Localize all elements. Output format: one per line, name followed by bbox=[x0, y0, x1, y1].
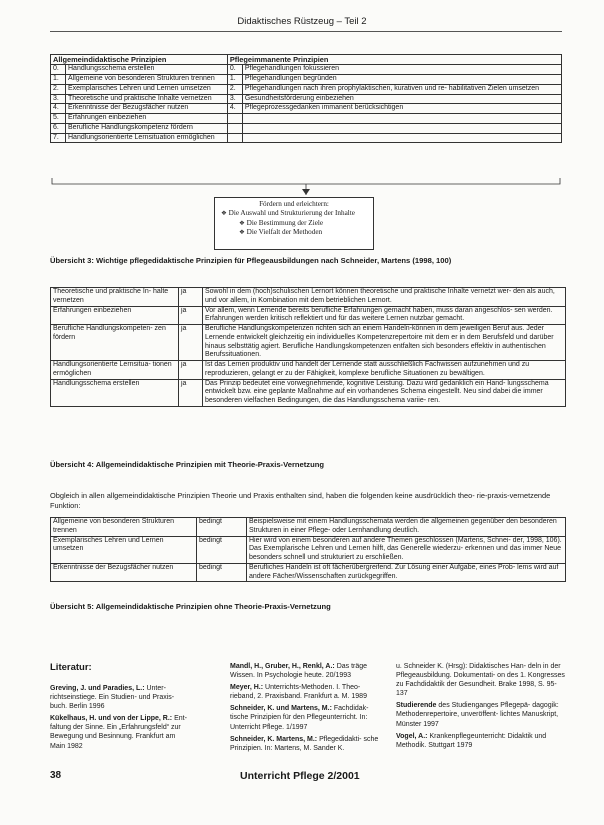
principle-name: Exemplarisches Lehren und Lernen umsetzen bbox=[51, 536, 197, 563]
care-principle: Pflegehandlungen fokussieren bbox=[242, 65, 561, 75]
reference-author: Meyer, H.: bbox=[230, 684, 264, 692]
principle-name: Allgemeine von besonderen Strukturen trennen bbox=[51, 518, 197, 537]
reference-author: Vogel, A.: bbox=[396, 732, 428, 740]
row-number: 3. bbox=[51, 94, 66, 104]
caption-5: Übersicht 5: Allgemeindidaktische Prinzipien ohne Theorie-Praxis-Vernetzung bbox=[50, 602, 331, 611]
reference-entry bbox=[396, 732, 566, 750]
table-row bbox=[51, 536, 566, 563]
reference-entry bbox=[230, 704, 380, 731]
general-principle: Handlungsschema erstellen bbox=[66, 65, 228, 75]
table-row bbox=[51, 306, 566, 325]
reference-text: Krankenpflegeunterricht: Didaktik und Methodik. Stuttgart 1979 bbox=[396, 732, 547, 749]
reference-text: Unterrichts-Methoden. I. Theo- rieband, 2. Praxisband. Frankfurt a. M. 1989 bbox=[230, 684, 367, 701]
principle-name: Handlungsschema erstellen bbox=[51, 379, 179, 406]
diamond-bullet-icon: ❖ bbox=[221, 210, 227, 218]
principle-name: Erkenntnisse der Bezugsfächer nutzen bbox=[51, 563, 197, 582]
row-number: 2. bbox=[227, 84, 242, 94]
table1-head-right: Pflegeimmanente Prinzipien bbox=[227, 55, 561, 65]
table-row bbox=[51, 84, 562, 94]
journal-issue: Unterricht Pflege 2/2001 bbox=[240, 770, 360, 782]
reference-text: des Studienganges Pflegepä- dagogik: Methodenrepertoire, unveröffent- lichtes Manuskript, Münster 1997 bbox=[396, 702, 559, 728]
summary-box bbox=[214, 197, 374, 250]
general-principle: Erkenntnisse der Bezugsfächer nutzen bbox=[66, 104, 228, 114]
row-number: 6. bbox=[51, 123, 66, 133]
general-principle: Allgemeine von besonderen Strukturen trennen bbox=[66, 75, 228, 85]
table-row bbox=[51, 104, 562, 114]
box-item: Die Bestimmung der Ziele bbox=[246, 218, 324, 227]
connector-arrow bbox=[50, 176, 562, 198]
row-number: 1. bbox=[227, 75, 242, 85]
general-principle: Exemplarisches Lehren und Lernen umsetzen bbox=[66, 84, 228, 94]
box-title: Fördern und erleichtern: bbox=[259, 200, 329, 208]
literature-heading: Literatur: bbox=[50, 662, 92, 673]
table-row bbox=[51, 518, 566, 537]
care-principle bbox=[242, 123, 561, 133]
table-row bbox=[51, 325, 566, 361]
row-number: 0. bbox=[227, 65, 242, 75]
principle-name: Berufliche Handlungskompeten- zen fördern bbox=[51, 325, 179, 361]
reference-entry bbox=[396, 701, 566, 728]
table-row bbox=[51, 94, 562, 104]
care-principle: Pflegehandlungen nach ihren prophylaktischen, kurativen und re- habilitativen Zielen umsetzen bbox=[242, 84, 561, 94]
table-row bbox=[51, 563, 566, 582]
reference-author: Greving, J. und Paradies, L.: bbox=[50, 685, 145, 692]
box-item: Die Auswahl und Strukturierung der Inhalte bbox=[228, 209, 355, 218]
row-number: 2. bbox=[51, 84, 66, 94]
principle-description: Das Prinzip bedeutet eine vorwegnehmende, kognitive Leistung. Dazu wird gedanklich ein Hand- lungsschema entwickelt bzw. eine geplante Maßnahme auf ein vorhandenes Schema eingestellt. Neu sind dabei die immer besonderen vielfachen Bedingungen, die das Handlungsschema variie- ren. bbox=[203, 379, 566, 406]
table4-body bbox=[51, 288, 566, 407]
principle-flag: ja bbox=[179, 288, 203, 307]
row-number: 7. bbox=[51, 133, 66, 143]
running-title: Didaktisches Rüstzeug – Teil 2 bbox=[237, 16, 367, 27]
reference-text: Fachdidak- tische Prinzipien für den Pflegeunterricht. In: Unterricht Pflege. 1/1997 bbox=[230, 705, 369, 731]
table-row bbox=[51, 379, 566, 406]
body-paragraph: Obgleich in allen allgemeindidaktische Prinzipien Theorie und Praxis enthalten sind, haben die folgenden keine ausdrücklich theo- rie-praxis-vernetzende Funktion: bbox=[50, 491, 551, 510]
reference-text: u. Schneider K. (Hrsg): Didaktisches Han- deln in der Pflegeausbildung. Dokumentati- on des 1. Kongresses zu Fachdidaktik der Gesundheit. Brake 1998, S. 95-137 bbox=[396, 663, 565, 698]
general-principle: Handlungsorientierte Lernsituation ermöglichen bbox=[66, 133, 228, 143]
reference-entry bbox=[50, 714, 190, 750]
table-row bbox=[51, 288, 566, 307]
principle-description: Berufliches Handeln ist oft fächerübergreifend. Zur Lösung einer Aufgabe, eines Prob- lems wird auf andere Fächer/Wissenschaften zurückgegriffen. bbox=[247, 563, 566, 582]
reference-author: Mandl, H., Gruber, H., Renkl, A.: bbox=[230, 663, 335, 670]
no-vernetzung-table bbox=[50, 517, 566, 582]
row-number: 5. bbox=[51, 114, 66, 124]
row-number: 4. bbox=[51, 104, 66, 114]
table1-body bbox=[51, 65, 562, 143]
principle-name: Handlungsorientierte Lernsitua- tionen ermöglichen bbox=[51, 361, 179, 380]
reference-entry bbox=[230, 662, 380, 680]
literature-column-2 bbox=[230, 662, 380, 756]
principle-description: Vor allem, wenn Lernende bereits berufliche Erfahrungen gemacht haben, muss daran angeschlos- sen werden. Erfahrungen werden kritisch reflektiert und für das weitere Lernen nutzbar gemacht. bbox=[203, 306, 566, 325]
reference-author: Schneider, K. Martens, M.: bbox=[230, 735, 318, 743]
reference-author: Schneider, K. und Martens, M.: bbox=[230, 705, 332, 713]
principle-flag: bedingt bbox=[197, 536, 247, 563]
diamond-bullet-icon: ❖ bbox=[239, 219, 245, 227]
table1-head-left: Allgemeindidaktische Prinzipien bbox=[51, 55, 228, 65]
theory-practice-table bbox=[50, 287, 566, 407]
principle-description: Sowohl in dem (hoch)schulischen Lernort können theoretische und praktische Inhalte vernetzt wer- den als auch, und vor allem, in Kombination mit dem betrieblichen Lernort. bbox=[203, 288, 566, 307]
caption-4: Übersicht 4: Allgemeindidaktische Prinzipien mit Theorie-Praxis-Vernetzung bbox=[50, 460, 325, 469]
table-row bbox=[51, 75, 562, 85]
diamond-bullet-icon: ❖ bbox=[239, 229, 245, 237]
reference-entry bbox=[230, 735, 380, 753]
row-number: 3. bbox=[227, 94, 242, 104]
reference-entry bbox=[396, 662, 566, 698]
literature-column-1 bbox=[50, 684, 190, 754]
reference-text: Pflegedidakti- sche Prinzipien. In: Martens, M. Sander K. bbox=[230, 735, 379, 752]
row-number bbox=[227, 114, 242, 124]
principle-description: Berufliche Handlungskompetenzen richten sich an einem Handeln-können in dem jeweiligen Beruf aus. Jeder Lernende entwickelt gleichzeitig ein individuelles Kompetenzrepertoire mit dem er in dem Berufsfeld und darüber hinaus selbsttätig agiert. Berufliche Handlungskompetenzen entfalten sich besonders effektiv in authentischen Berufssituationen. bbox=[203, 325, 566, 361]
reference-text: Unter- richtseinstiege. Ein Studien- und Praxis- buch. Berlin 1996 bbox=[50, 685, 175, 711]
box-item: Die Vielfalt der Methoden bbox=[246, 228, 323, 237]
row-number: 0. bbox=[51, 65, 66, 75]
table-row bbox=[51, 133, 562, 143]
reference-text: Das träge Wissen. In Psychologie heute. 20/1993 bbox=[230, 663, 368, 680]
table5-body bbox=[51, 518, 566, 582]
row-number: 1. bbox=[51, 75, 66, 85]
principles-table bbox=[50, 54, 562, 143]
principle-flag: ja bbox=[179, 306, 203, 325]
general-principle: Theoretische und praktische Inhalte vernetzen bbox=[66, 94, 228, 104]
reference-entry bbox=[50, 684, 190, 711]
general-principle: Berufliche Handlungskompetenz fördern bbox=[66, 123, 228, 133]
care-principle: Gesundheitsförderung einbeziehen bbox=[242, 94, 561, 104]
row-number: 4. bbox=[227, 104, 242, 114]
literature-column-3 bbox=[396, 662, 566, 753]
row-number bbox=[227, 133, 242, 143]
header-rule bbox=[50, 31, 562, 32]
reference-text: Ent- faltung der Sinne. Ein „Erfahrungsfeld“ zur Bewegung und Besinnung. Frankfurt am Main 1982 bbox=[50, 715, 187, 750]
row-number bbox=[227, 123, 242, 133]
care-principle bbox=[242, 114, 561, 124]
table-row bbox=[51, 114, 562, 124]
principle-flag: ja bbox=[179, 379, 203, 406]
table-row bbox=[51, 65, 562, 75]
reference-author: Studierende bbox=[396, 702, 437, 710]
caption-3: Übersicht 3: Wichtige pflegedidaktische Prinzipien für Pflegeausbildungen nach Schneider, Martens (1998, 100) bbox=[50, 256, 452, 265]
table-row bbox=[51, 123, 562, 133]
care-principle: Pflegeprozessgedanken immanent berücksichtigen bbox=[242, 104, 561, 114]
care-principle bbox=[242, 133, 561, 143]
reference-entry bbox=[230, 683, 380, 701]
principle-name: Erfahrungen einbeziehen bbox=[51, 306, 179, 325]
principle-name: Theoretische und praktische In- halte vernetzen bbox=[51, 288, 179, 307]
principle-description: Ist das Lernen produktiv und handelt der Lernende statt ausschließlich Fachwissen aufzunehmen und zu reproduzieren, gelangt er zu der Fähigkeit, komplexe berufliche Situationen zu bewältigen. bbox=[203, 361, 566, 380]
general-principle: Erfahrungen einbeziehen bbox=[66, 114, 228, 124]
principle-flag: ja bbox=[179, 325, 203, 361]
reference-author: Kükelhaus, H. und von der Lippe, R.: bbox=[50, 715, 173, 723]
care-principle: Pflegehandlungen begründen bbox=[242, 75, 561, 85]
principle-flag: ja bbox=[179, 361, 203, 380]
table-row bbox=[51, 361, 566, 380]
principle-flag: bedingt bbox=[197, 563, 247, 582]
principle-flag: bedingt bbox=[197, 518, 247, 537]
principle-description: Beispielsweise mit einem Handlungsschemata werden die allgemeinen gegenüber den besonderen Strukturen in einer Pflege- oder Lernhandlung deutlich. bbox=[247, 518, 566, 537]
principle-description: Hier wird von einem besonderen auf andere Themen geschlossen (Martens, Schnei- der, 1998, 106). Das Exemplarische Lehren und Lernen hilft, das Generelle wiederzu- erkennen und das immer Neue besonders schnell und strukturiert zu erschließen. bbox=[247, 536, 566, 563]
page-number: 38 bbox=[50, 770, 62, 781]
